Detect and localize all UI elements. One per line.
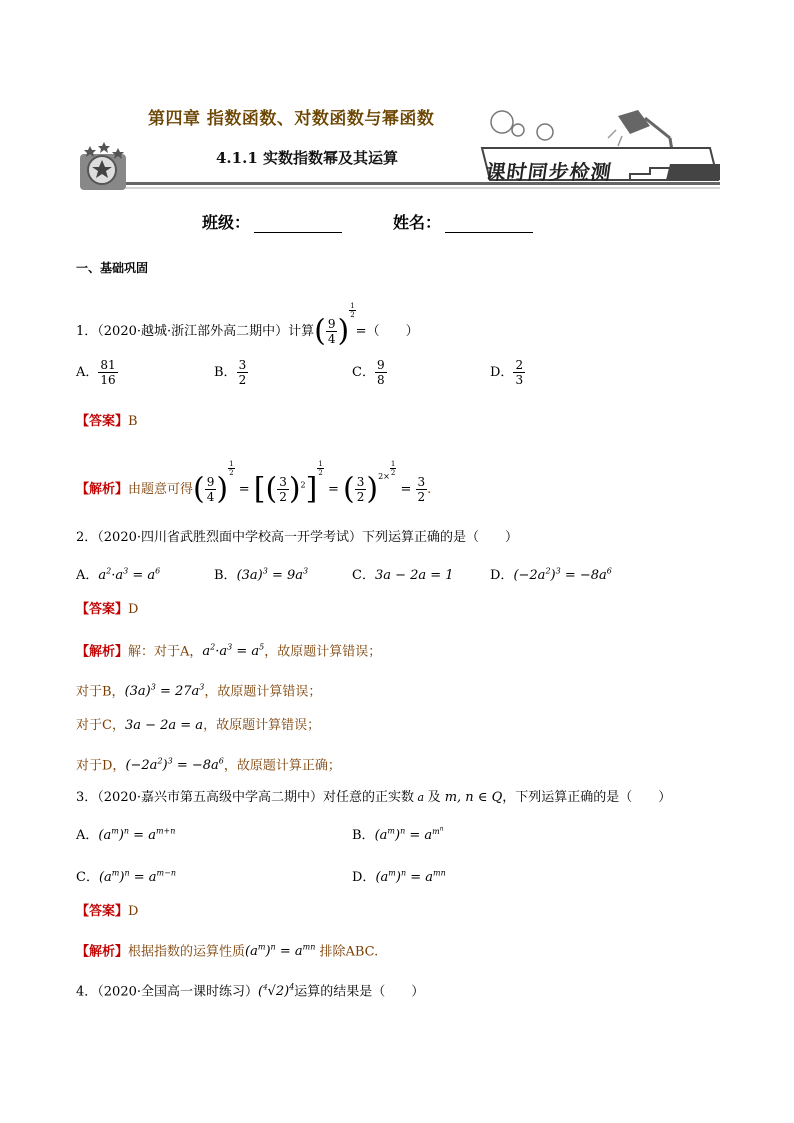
class-blank[interactable] xyxy=(254,216,342,233)
chapter-title: 第四章 指数函数、对数函数与幂函数 xyxy=(148,109,435,129)
q2-explanation-4: 对于D，$(-2a^2)^3 = -8a^6$，故原题计算正确； xyxy=(76,757,341,774)
class-field[interactable] xyxy=(202,210,342,233)
q2-option-d[interactable]: D．$(-2a^2)^3 = -8a^6$ xyxy=(490,566,612,583)
q2-option-c[interactable]: C．3a − 2a = 1 xyxy=(352,568,454,583)
q2-explanation-3: 对于C，3a − 2a = a，故原题计算错误； xyxy=(76,718,321,733)
q2-option-b[interactable]: B．$(3a)^3 = 9a^3$ xyxy=(214,566,309,583)
part-heading: 一、基础巩固 xyxy=(76,261,149,275)
q1-option-a[interactable]: A． $\frac{81}{16}$ xyxy=(76,358,116,387)
name-field[interactable] xyxy=(393,210,533,233)
q1-explanation: 【解析】由题意可得( $\frac{9}{4}$ ) $\frac{1}{2}$ = [( $\frac{3}{2}$ )$^2$] $\frac{1}{2}$ = ( $\frac{3}{2}$ )$^{2\times}$ $\frac{1}{2}$ = $\frac{3}{2}$ . xyxy=(76,460,432,507)
q2-explanation-1: 【解析】解：对于A，$a^2\cdot a^3 = a^5$，故原题计算错误； xyxy=(76,643,382,660)
question-4: 4．（2020·全国高一课时练习）$(^4√2)^4$运算的结果是（ ） xyxy=(76,983,425,1000)
q3-option-a[interactable]: A．$(a^m)^n = a^{m+n}$ xyxy=(76,826,176,843)
q1-answer: 【答案】B xyxy=(76,414,138,429)
question-2: 2．（2020·四川省武胜烈面中学校高一开学考试）下列运算正确的是（ ） xyxy=(76,530,518,545)
q2-answer: 【答案】D xyxy=(76,602,139,617)
name-label: 姓名： xyxy=(393,213,442,232)
bubble-icon xyxy=(491,111,513,133)
banner-label: 课时同步检测 xyxy=(484,160,614,184)
q3-answer: 【答案】D xyxy=(76,904,139,919)
q3-option-c[interactable]: C．$(a^m)^n = a^{m-n}$ xyxy=(76,868,176,885)
q3-option-d[interactable]: D．$(a^m)^n = a^{mn}$ xyxy=(352,868,446,885)
q1-option-b[interactable]: B． $\frac{3}{2}$ xyxy=(214,358,247,387)
star-badge-icon xyxy=(80,142,126,190)
section-title: 4.1.1 实数指数幂及其运算 xyxy=(216,149,398,167)
class-label: 班级： xyxy=(202,213,251,232)
q2-explanation-2: 对于B，$(3a)^3 = 27a^3$，故原题计算错误； xyxy=(76,683,322,700)
bubble-icon xyxy=(537,124,553,140)
bubble-icon xyxy=(512,124,524,136)
q2-option-a[interactable]: A．$a^2\cdot a^3 = a^6$ xyxy=(76,566,161,583)
name-blank[interactable] xyxy=(445,216,533,233)
q1-option-c[interactable]: C． $\frac{9}{8}$ xyxy=(352,358,385,387)
q3-option-b[interactable]: B．$(a^m)^n = a^{m^n}$ xyxy=(352,825,444,843)
question-3: 3．（2020·嘉兴市第五高级中学高二期中）对任意的正实数 a 及 m, n ∈ Q，下列运算正确的是（ ） xyxy=(76,790,672,805)
q3-explanation: 【解析】根据指数的运算性质$(a^m)^n = a^{mn}$ 排除ABC. xyxy=(76,943,379,960)
question-1: 1．（2020·越城·浙江部外高二期中）计算( $\frac{9}{4}$ ) $\frac{1}{2}$ =（ ） xyxy=(76,302,419,349)
q1-option-d[interactable]: D． $\frac{2}{3}$ xyxy=(490,358,524,387)
